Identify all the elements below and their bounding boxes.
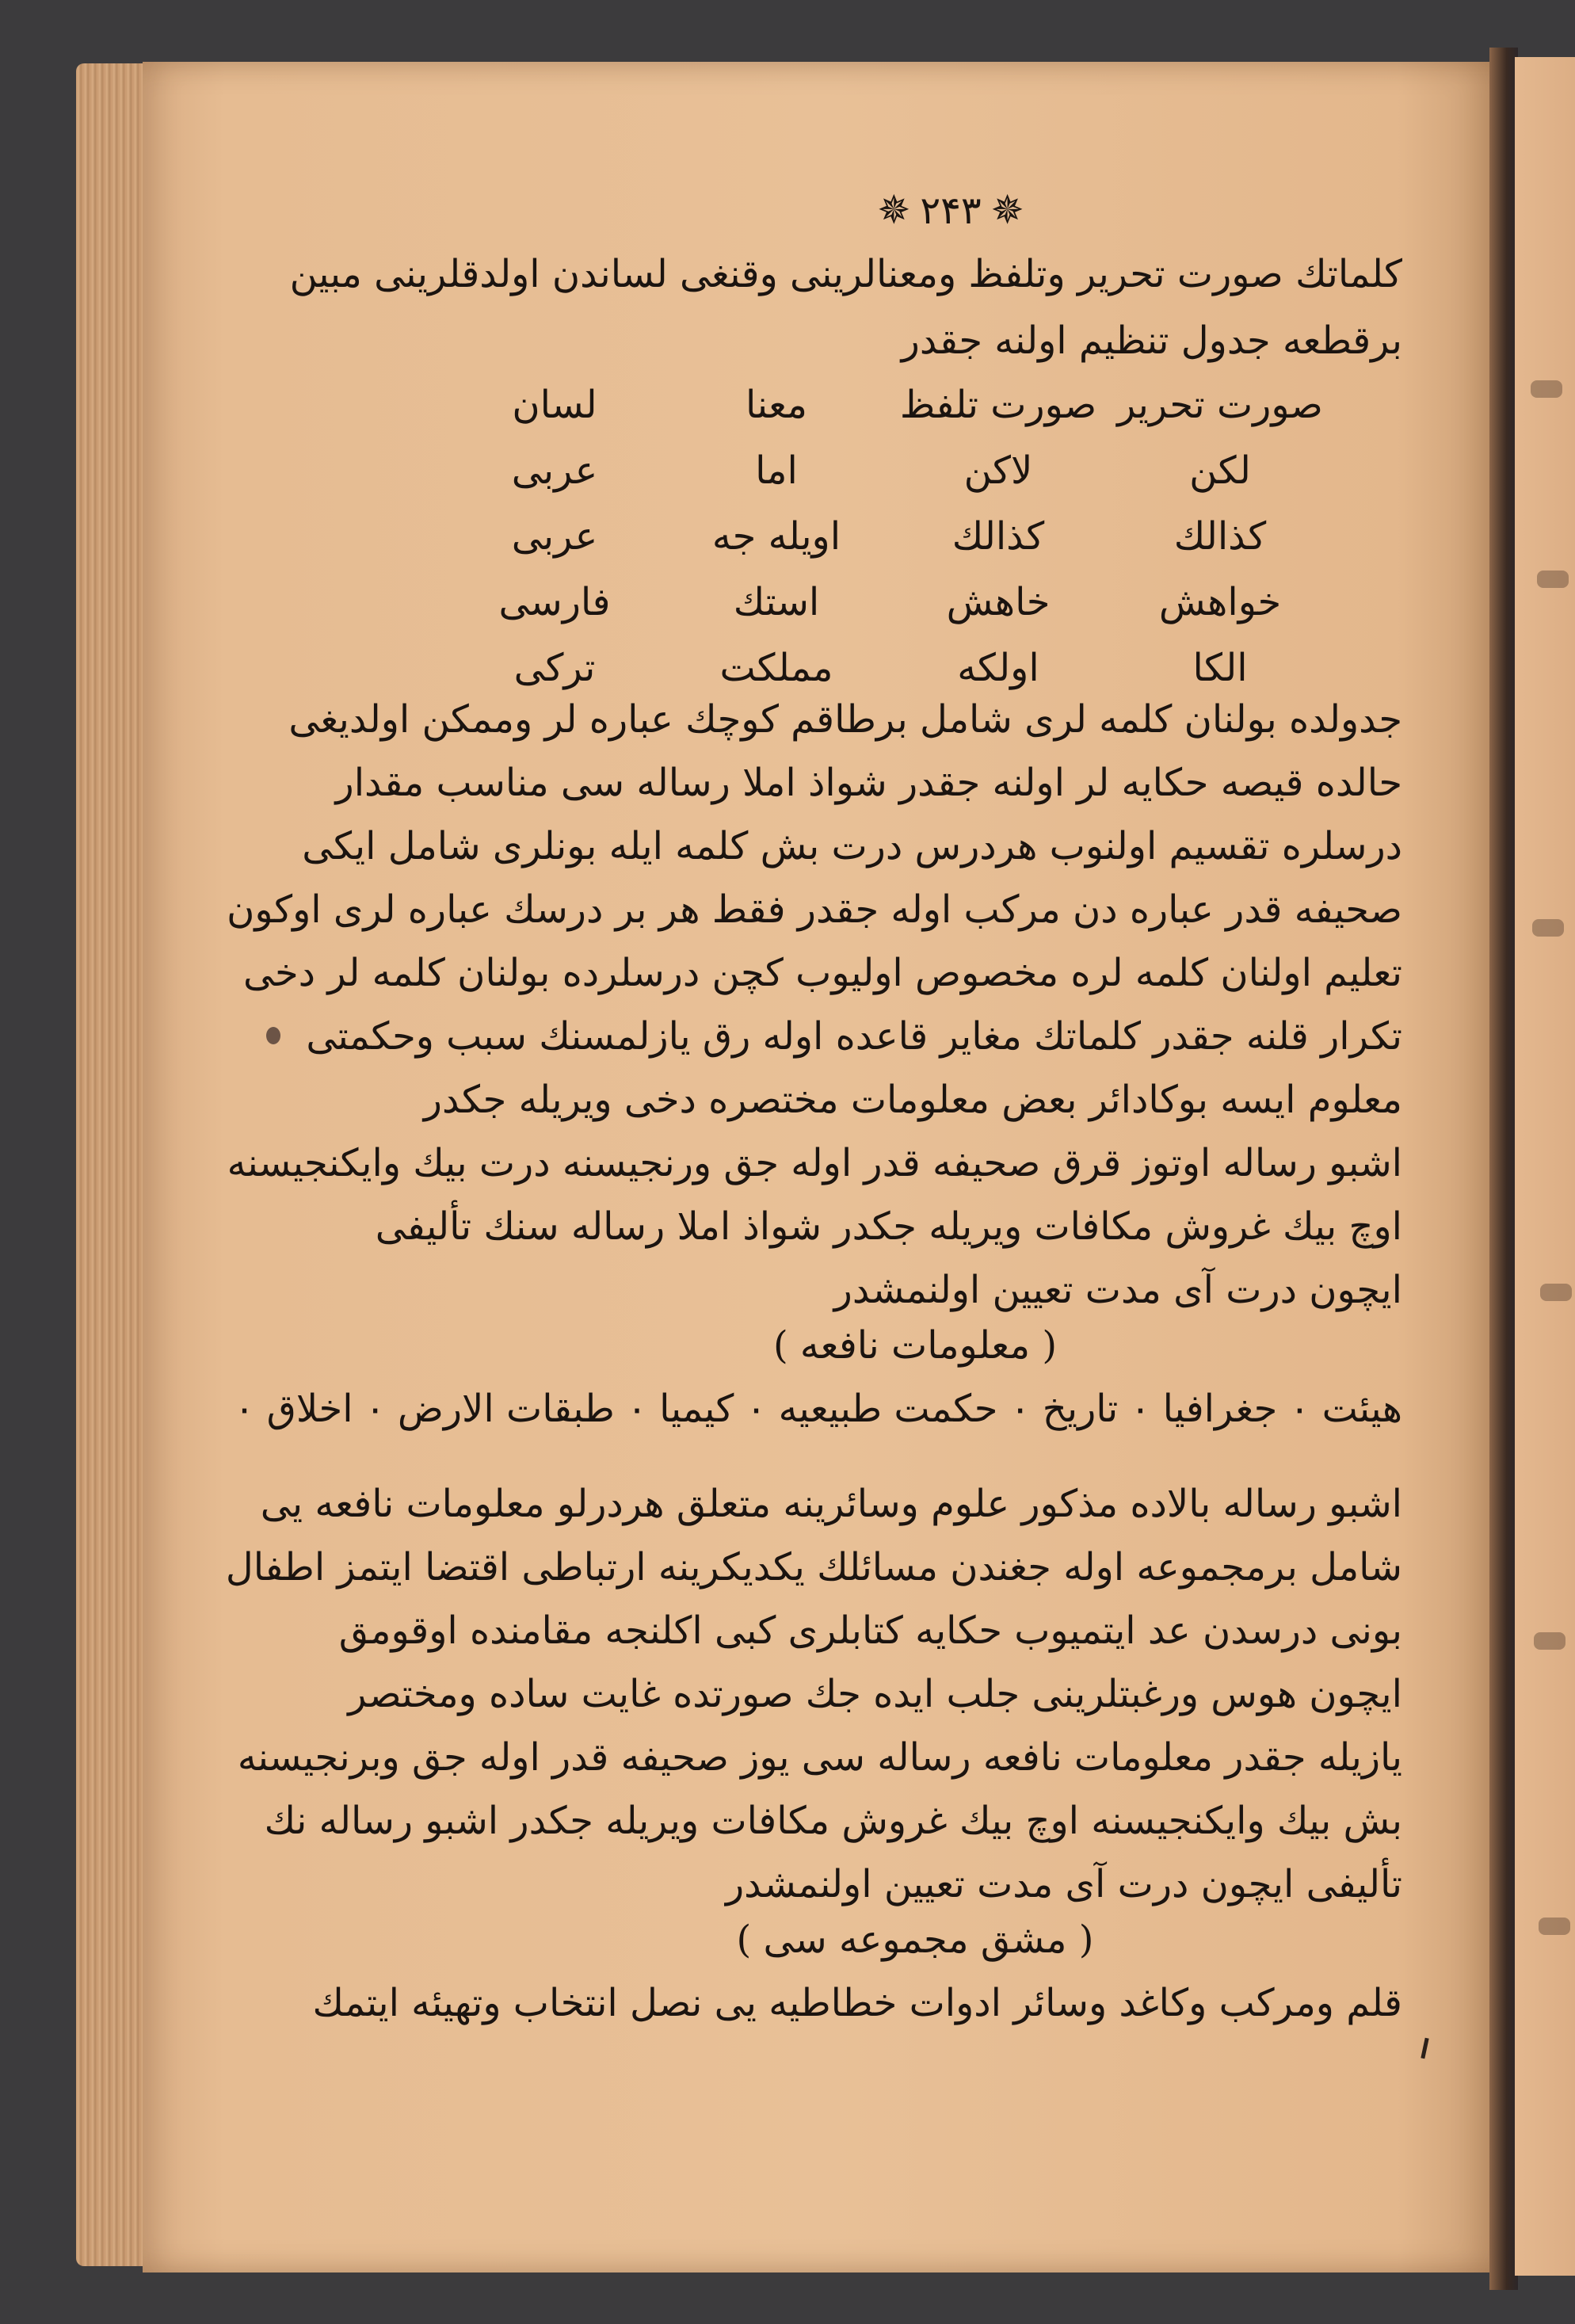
table-cell: اولكه [957,646,1039,690]
text-line: ايچون هوس ورغبتلرينى جلب ايده جك صورتده غايت ساده ومختصر [348,1672,1402,1716]
text-line: درسلره تقسيم اولنوب هردرس درت بش كلمه ايله بونلرى شامل ايكى [302,824,1402,868]
text-line: اشبو رساله اوتوز قرق صحيفه قدر اوله جق ورنجيسنه درت بيك وايكنجيسنه [227,1141,1402,1185]
adjacent-page-mark [1532,919,1564,937]
adjacent-page-mark [1539,1918,1570,1935]
table-cell: اويله جه [711,514,841,559]
section-heading: ( معلومات نافعه ) [772,1323,1058,1368]
text-line: اشبو رساله بالاده مذكور علوم وسائرينه متعلق هردرلو معلومات نافعه يى [260,1482,1402,1526]
table-cell: لكن [1189,448,1251,493]
table-cell: لاكن [963,448,1033,493]
table-row [444,570,1331,635]
table-cell: تركى [513,646,596,690]
table-header-cell: صورت تلفظ [899,383,1097,427]
table-cell: خاهش [946,580,1051,624]
word-table [444,372,1331,701]
subjects-line: هيئت ٠ جغرافيا ٠ تاريخ ٠ حكمت طبيعيه ٠ كيميا ٠ طبقات الارض ٠ اخلاق ٠ [234,1387,1402,1431]
text-line: حالده قيصه حكايه لر اولنه جقدر شواذ املا رساله سى مناسب مقدار [335,761,1402,805]
table-header-cell: معنا [746,383,807,427]
ink-spot [266,1027,280,1044]
text-line: تأليفى ايچون درت آى مدت تعيين اولنمشدر [726,1862,1402,1906]
table-header-cell: لسان [512,383,597,427]
page-header [832,187,1070,233]
text-line: ايچون درت آى مدت تعيين اولنمشدر [833,1268,1402,1312]
text-line: قلم ومركب وكاغد وسائر ادوات خطاطيه يى نصل انتخاب وتهيئه ايتمك [312,1981,1402,2025]
table-cell: استك [733,580,820,624]
adjacent-page-mark [1534,1632,1565,1650]
table-cell: خواهش [1158,580,1282,624]
table-cell: كذالك [1173,514,1267,559]
page-edges [76,63,147,2266]
adjacent-page-mark [1540,1284,1572,1301]
table-row [444,438,1331,504]
text-line: اوچ بيك غروش مكافات ويريله جكدر شواذ املا رساله سنك تأليفى [375,1204,1402,1249]
table-header-cell: صورت تحرير [1117,383,1323,427]
text-line: بونى درسدن عد ايتميوب حكايه كتابلرى كبى اكلنجه مقامنده اوقومق [338,1608,1402,1653]
text-line: كلماتك صورت تحرير وتلفظ ومعنالرينى وقنغى لساندن اولدقلرينى مبين [289,252,1402,296]
table-cell: عربى [511,448,598,493]
page-number: ۲۴۳ [920,189,982,233]
text-line: برقطعه جدول تنظيم اولنه جقدر [901,319,1402,363]
table-cell: كذالك [951,514,1045,559]
table-cell: اما [755,448,798,493]
table-cell: فارسى [498,580,611,624]
text-line: جدولده بولنان كلمه لرى شامل برطاقم كوچك عباره لر وممكن اولديغى [288,697,1402,742]
table-row [444,504,1331,570]
adjacent-page-mark [1537,571,1569,588]
section-heading: ( مشق مجموعه سى ) [736,1918,1094,1962]
ornament-icon: ✵ [990,187,1024,233]
table-cell: عربى [511,514,598,559]
text-line: يازيله جقدر معلومات نافعه رساله سى يوز صحيفه قدر اوله جق وبرنجيسنه [237,1735,1402,1780]
text-line: صحيفه قدر عباره دن مركب اوله جقدر فقط هر بر درسك عباره لرى اوكون [227,887,1402,932]
text-line: تكرار قلنه جقدر كلماتك مغاير قاعده اوله رق يازلمسنك سبب وحكمتى [306,1014,1402,1059]
text-line: معلوم ايسه بوكادائر بعض معلومات مختصره دخى ويريله جكدر [423,1078,1402,1122]
table-cell: الكا [1192,646,1248,690]
text-line: شامل برمجموعه اوله جغندن مسائلك يكديكرينه ارتباطى اقتضا ايتمز اطفال [225,1545,1402,1589]
book-gutter [1489,48,1518,2290]
table-cell: مملكت [719,646,833,690]
text-line: بش بيك وايكنجيسنه اوچ بيك غروش مكافات ويريله جكدر اشبو رساله نك [264,1799,1402,1843]
adjacent-page-mark [1531,380,1562,398]
ornament-icon: ✵ [877,187,911,233]
text-line: تعليم اولنان كلمه لره مخصوص اوليوب كچن درسلرده بولنان كلمه لر دخى [243,951,1402,995]
table-header-row [444,372,1331,438]
